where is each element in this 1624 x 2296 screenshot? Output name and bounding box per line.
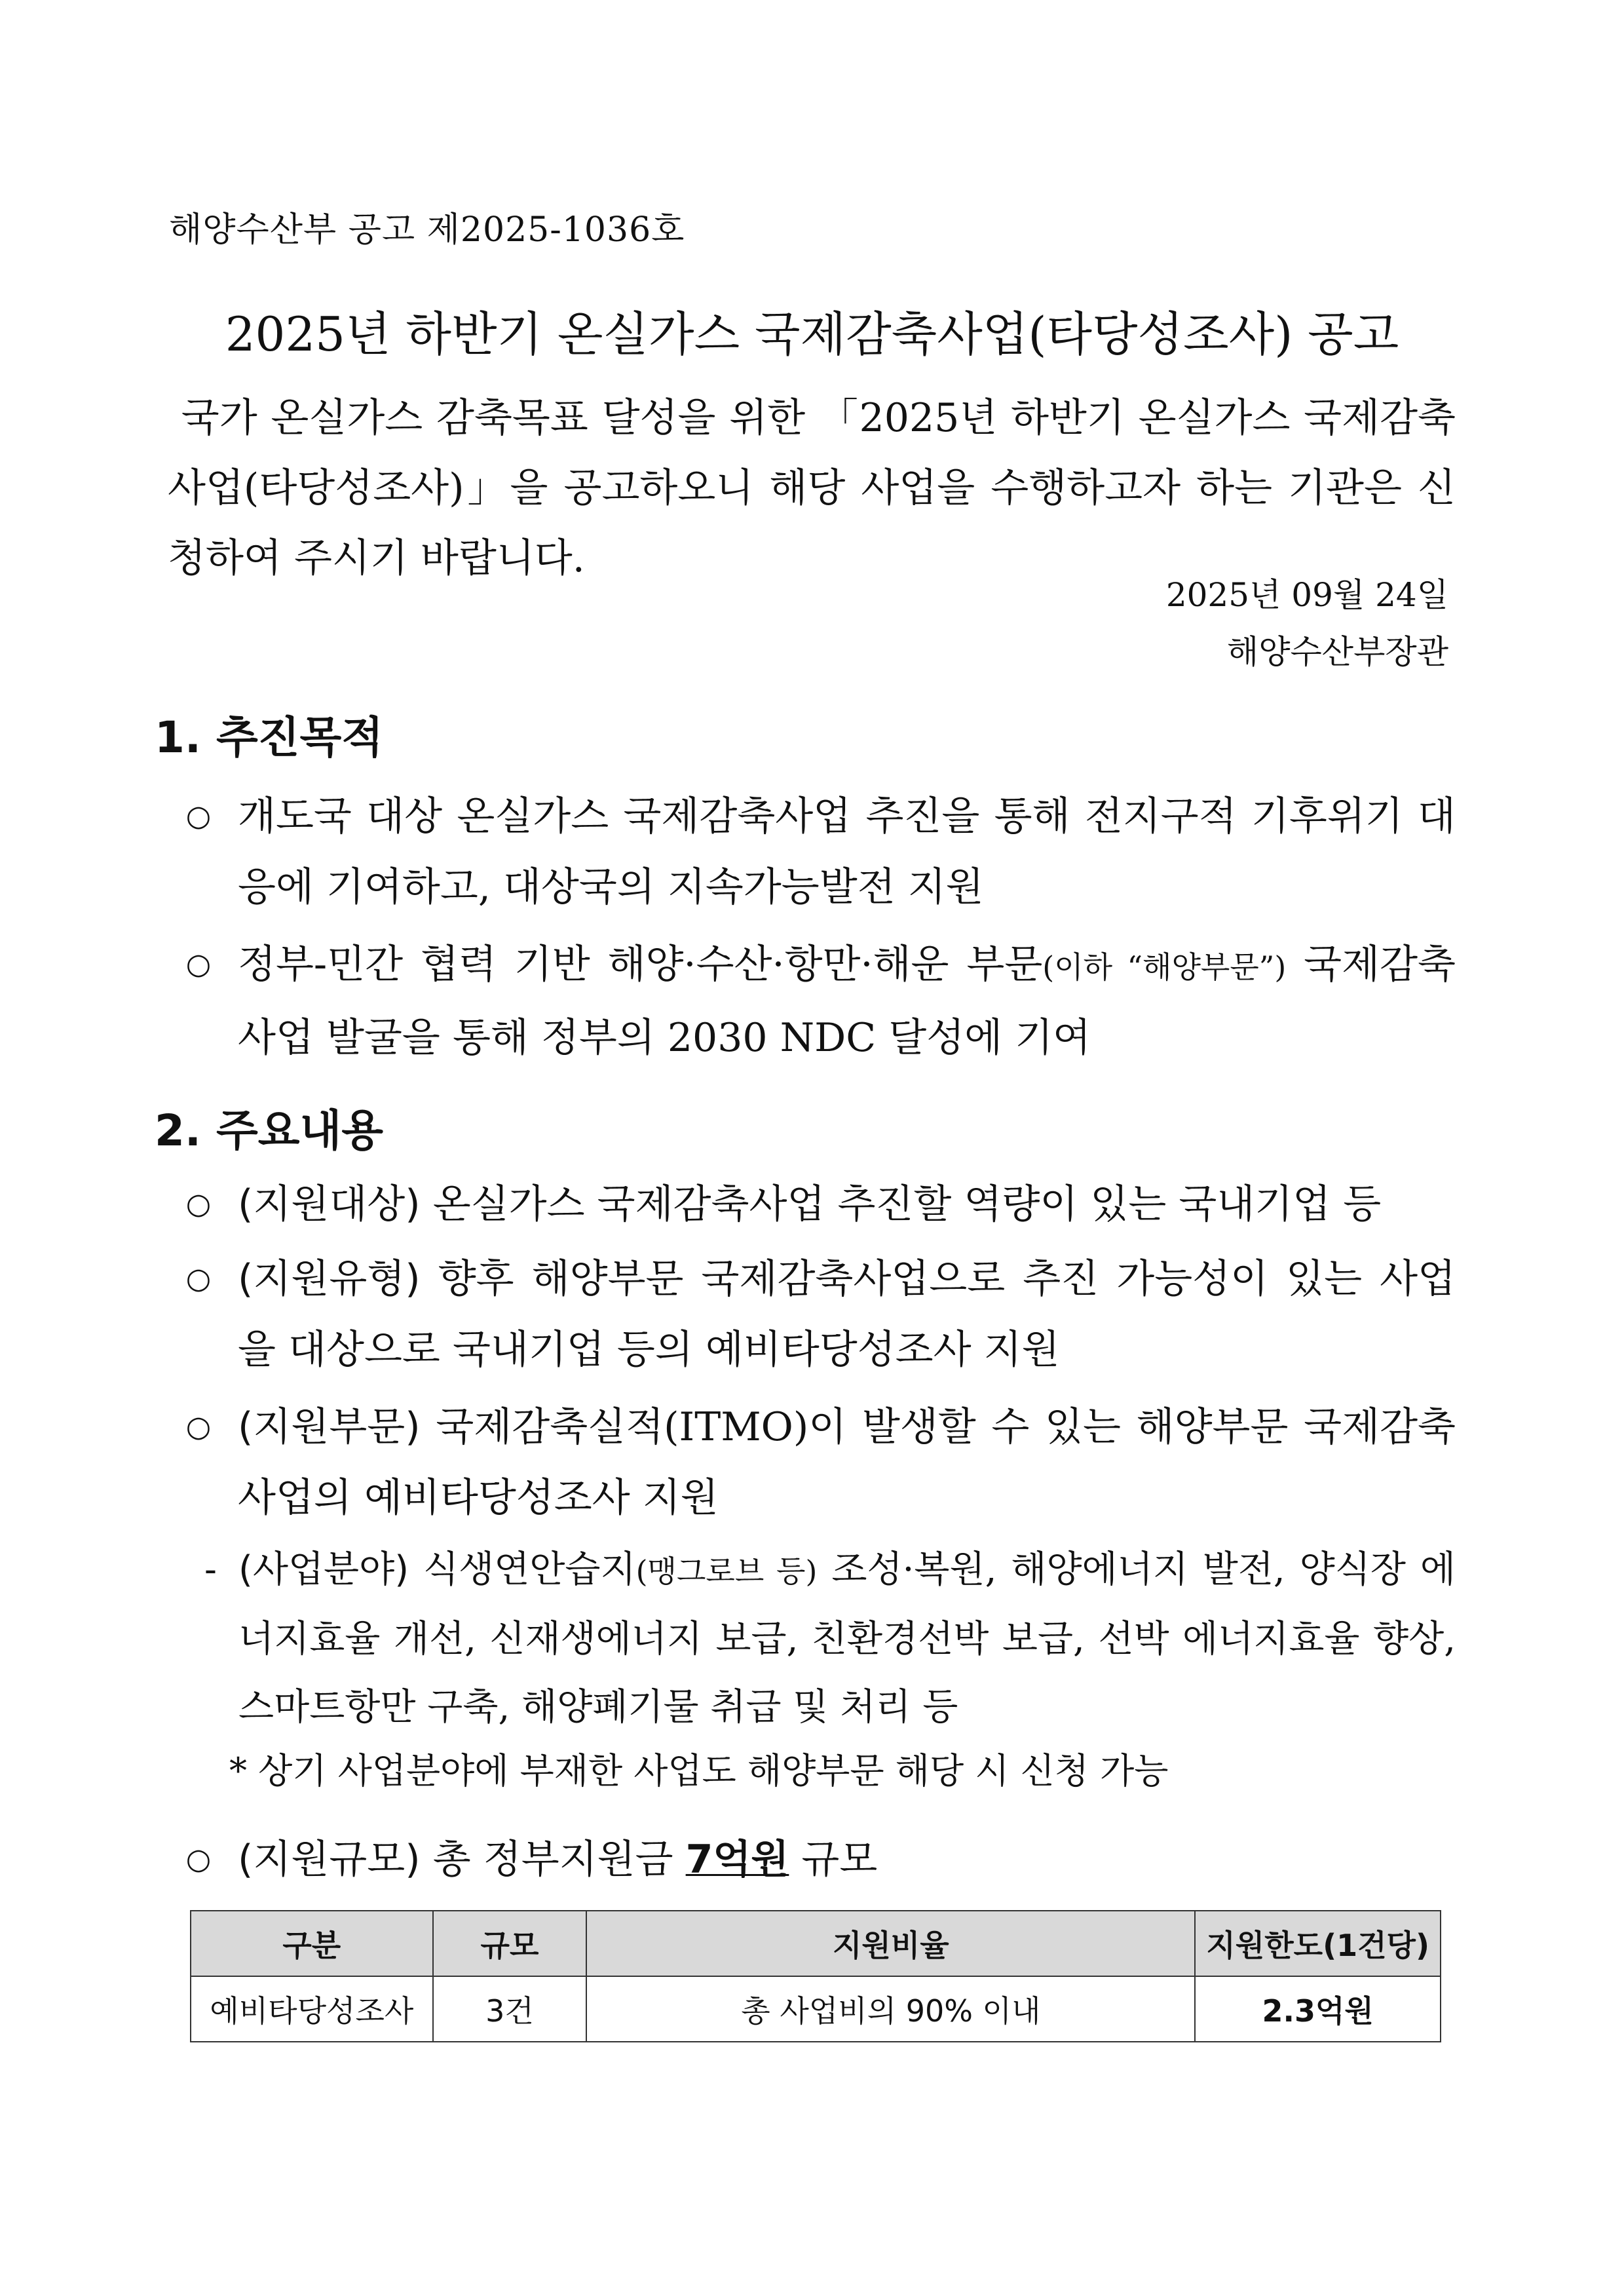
table-header-cell: 규모 <box>433 1911 587 1976</box>
table-cell: 2.3억원 <box>1195 1976 1441 2042</box>
content-bullet-text <box>238 1169 1456 1240</box>
notice-number: 해양수산부 공고 제2025-1036호 <box>169 210 685 250</box>
content-bullet-text <box>238 1392 1456 1533</box>
purpose-bullet-text: 개도국 대상 온실가스 국제감축사업 추진을 통해 전지구적 기후위기 대응에 기여하고, 대상국의 지속가능발전 지원 <box>238 794 1456 910</box>
content-bullet-scale <box>182 1824 1456 1895</box>
table-header-cell: 지원한도(1건당) <box>1195 1911 1441 1976</box>
parenthetical-note: (맹그로브 등) <box>635 1554 818 1589</box>
table-row <box>191 1976 1441 2042</box>
bullet-label: (사업분야) <box>238 1548 409 1591</box>
purpose-bullet-2 <box>182 929 1456 1073</box>
circle-bullet: ○ <box>185 1262 212 1295</box>
support-table <box>190 1910 1441 2042</box>
business-area-text <box>238 1536 1456 1742</box>
text-part: 식생연안습지 <box>409 1548 636 1591</box>
table-cell: 3건 <box>433 1976 587 2042</box>
content-bullet-type <box>182 1244 1456 1385</box>
section-heading-purpose: 1. 추진목적 <box>155 712 383 763</box>
circle-bullet: ○ <box>185 1187 212 1221</box>
issuer: 해양수산부장관 <box>1226 633 1448 671</box>
table-header-cell: 구분 <box>191 1911 433 1976</box>
content-bullet-text <box>238 1244 1456 1385</box>
text-part: 정부-민간 협력 기반 해양·수산·항만·해운 부문 <box>238 942 1043 987</box>
purpose-bullet-text <box>238 929 1456 1073</box>
content-bullet-text <box>238 1824 1456 1895</box>
table-cell: 예비타당성조사 <box>191 1976 433 2042</box>
section-heading-content: 2. 주요내용 <box>155 1105 383 1156</box>
notice-date: 2025년 09월 24일 <box>1165 576 1448 614</box>
text-part: 국제감축사업 발굴을 통해 정부의 2030 NDC 달성에 기여 <box>238 942 1456 1061</box>
table-header-cell: 지원비율 <box>586 1911 1195 1976</box>
dash-bullet: - <box>204 1548 217 1591</box>
text-part: 총 정부지원금 <box>420 1837 686 1883</box>
document-title: 2025년 하반기 온실가스 국제감축사업(타당성조사) 공고 <box>225 307 1399 362</box>
bullet-label: (지원규모) <box>238 1837 421 1883</box>
bullet-label: (지원대상) <box>238 1181 421 1227</box>
intro-paragraph <box>168 383 1456 594</box>
text-part: 온실가스 국제감축사업 추진할 역량이 있는 국내기업 등 <box>420 1181 1382 1227</box>
content-bullet-field <box>182 1392 1456 1533</box>
total-support-amount: 7억원 <box>685 1837 789 1883</box>
bullet-label: (지원부문) <box>238 1404 421 1450</box>
table-cell: 총 사업비의 90% 이내 <box>586 1976 1195 2042</box>
business-area-item <box>204 1536 1456 1742</box>
content-bullet-target <box>182 1169 1456 1240</box>
purpose-bullet-1 <box>182 781 1456 923</box>
parenthetical-note: (이하 “해양부문”) <box>1042 949 1287 985</box>
circle-bullet: ○ <box>185 1410 212 1444</box>
table-header-row <box>191 1911 1441 1976</box>
text-part: 조성·복원, 해양에너지 발전, 양식장 에너지효율 개선, 신재생에너지 보급, 친환경선박 보급, 선박 에너지효율 향상, 스마트항만 구축, 해양폐기물 취급 및 처리 등 <box>238 1548 1456 1729</box>
text-part: 국제감축실적(ITMO)이 발생할 수 있는 해양부문 국제감축사업의 예비타당성조사 지원 <box>238 1404 1456 1521</box>
intro-text: 국가 온실가스 감축목표 달성을 위한 「2025년 하반기 온실가스 국제감축사업(타당성조사)」을 공고하오니 해당 사업을 수행하고자 하는 기관은 신청하여 주시기 바랍니다. <box>168 395 1456 581</box>
footnote: * 상기 사업분야에 부재한 사업도 해양부문 해당 시 신청 가능 <box>229 1750 1169 1791</box>
text-part: 향후 해양부문 국제감축사업으로 추진 가능성이 있는 사업을 대상으로 국내기업 등의 예비타당성조사 지원 <box>238 1256 1456 1373</box>
text-part: 규모 <box>789 1837 878 1883</box>
circle-bullet: ○ <box>185 1843 212 1876</box>
bullet-label: (지원유형) <box>238 1256 421 1302</box>
circle-bullet: ○ <box>185 947 212 981</box>
circle-bullet: ○ <box>185 799 212 833</box>
